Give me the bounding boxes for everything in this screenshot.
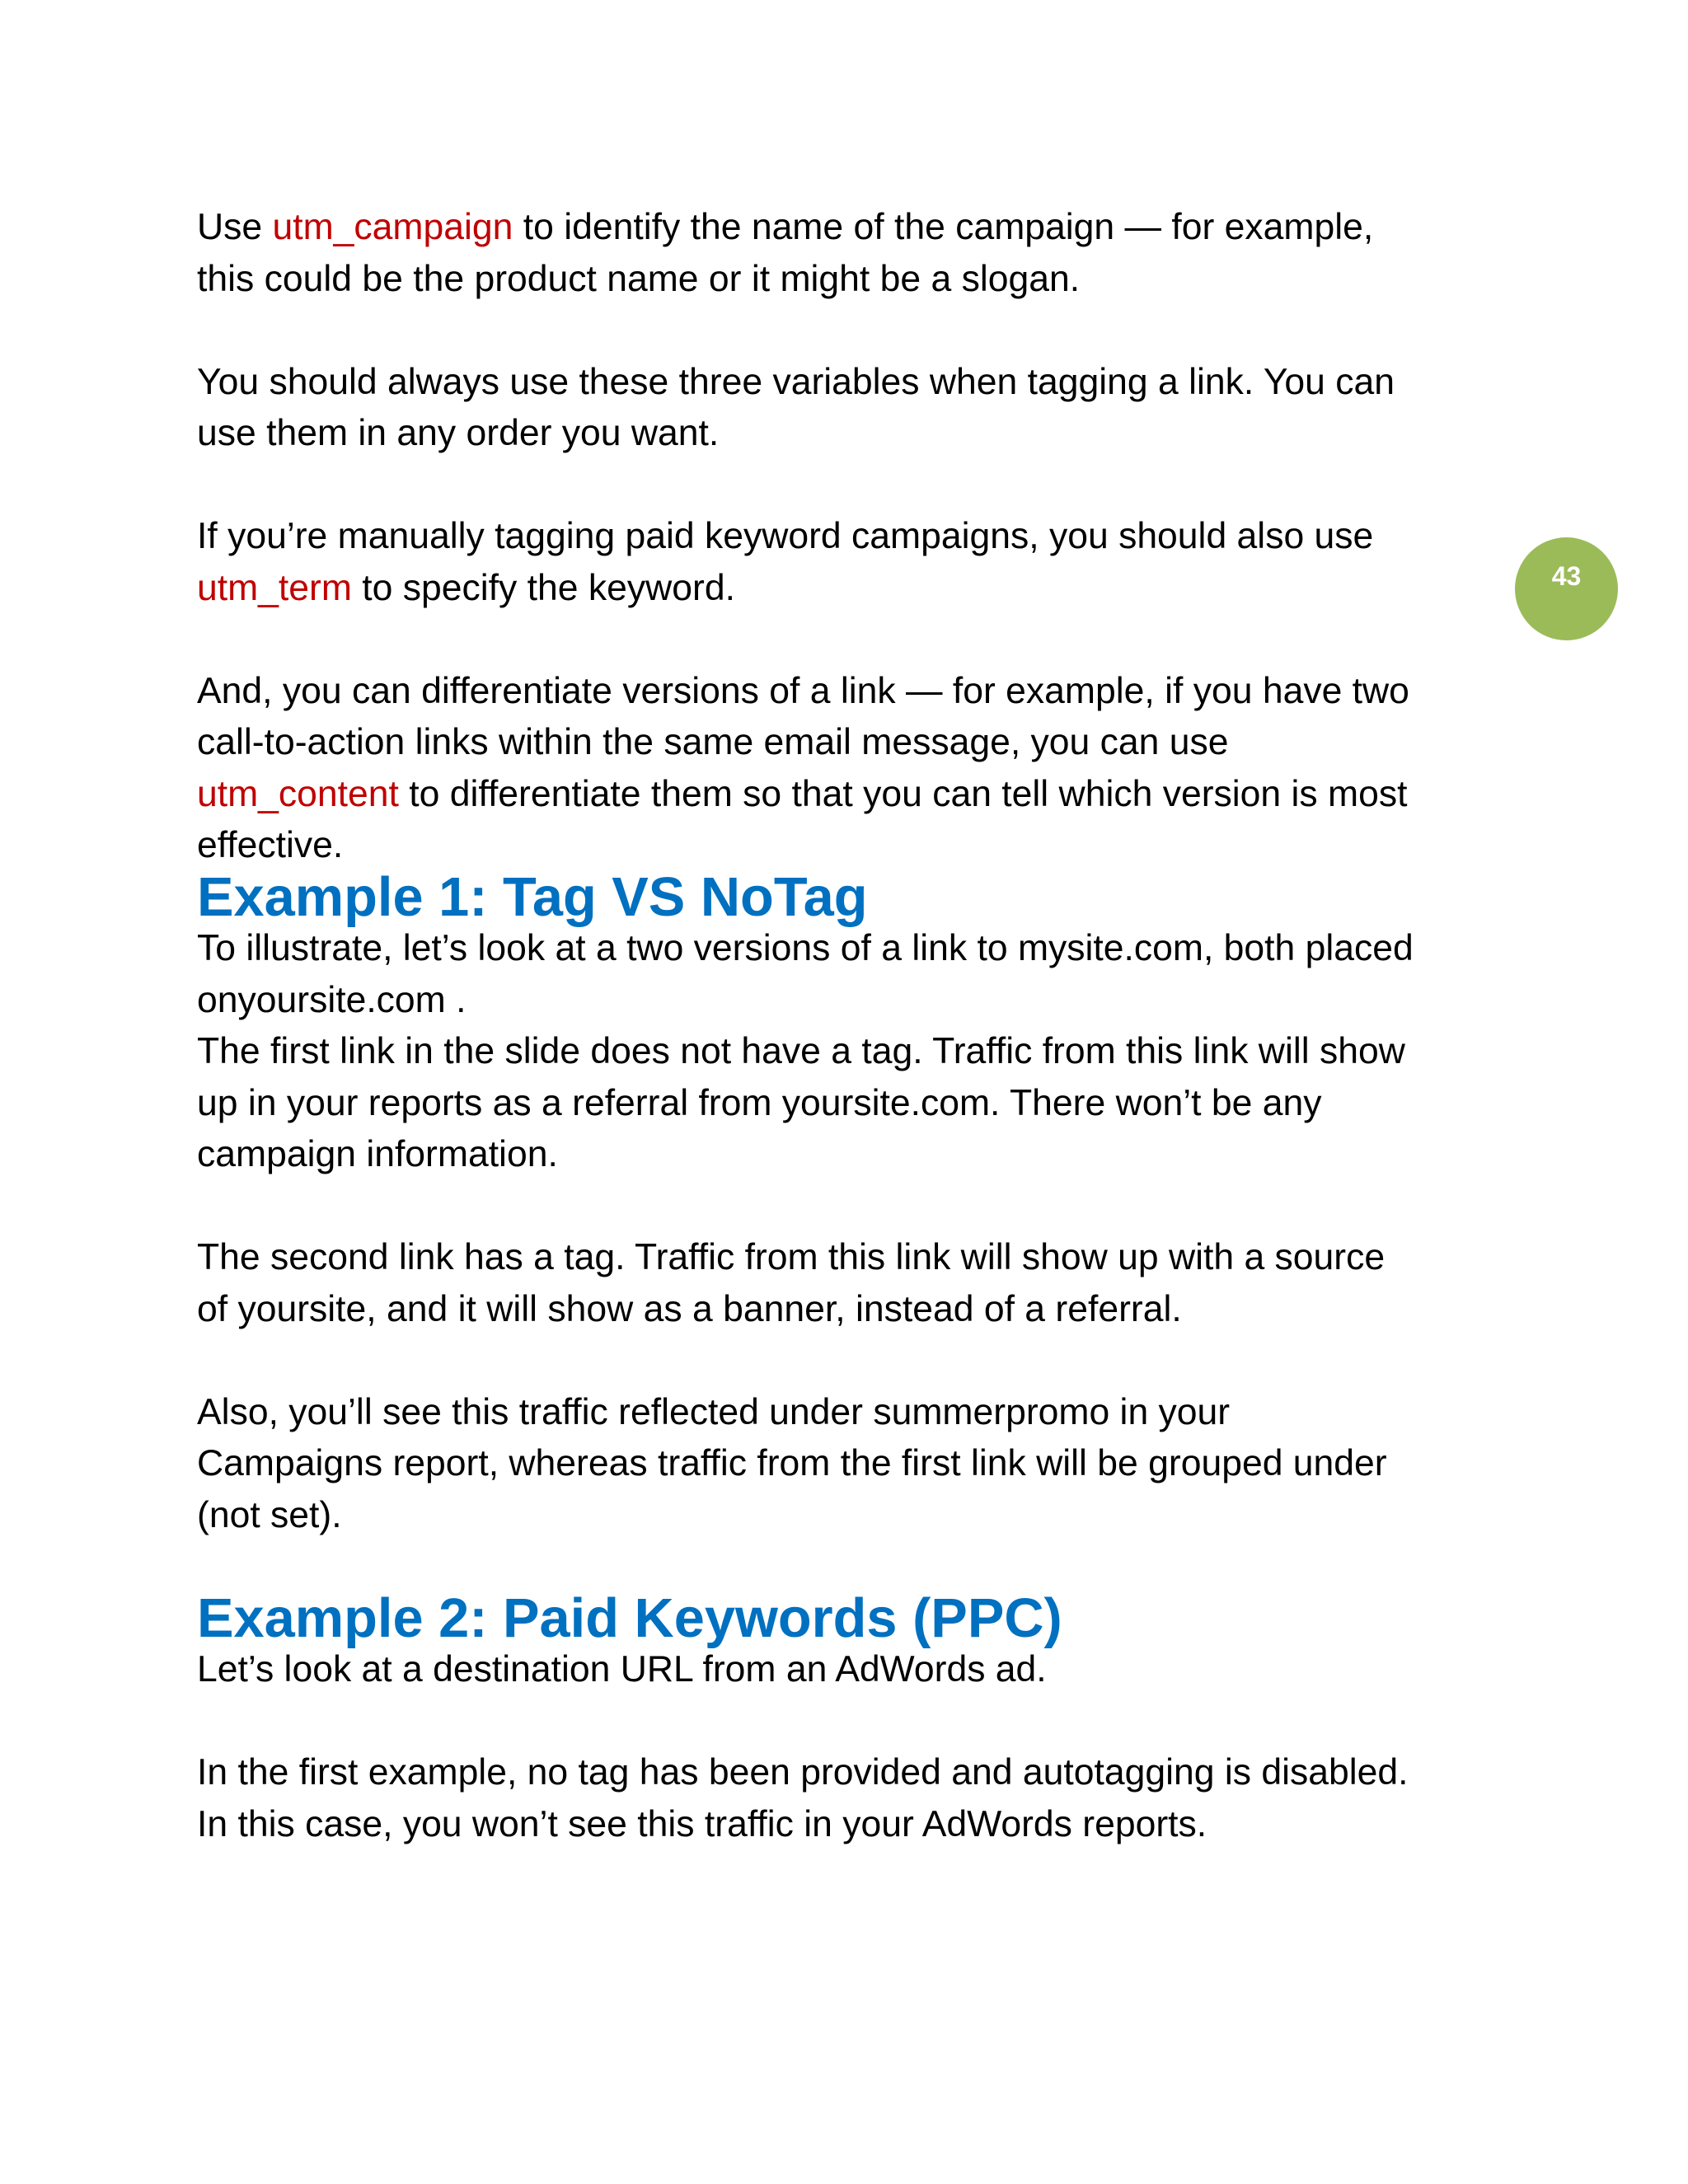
paragraph-first-link: The first link in the slide does not have a tag. Traffic from this link will show up in your reports as a referral from yoursite.com. There won’t be any campaign information. [197,1031,1405,1174]
paragraph-utm-campaign: Use utm_campaign to identify the name of the campaign — for example, this could be the product name or it might be a slogan. [197,207,1374,299]
paragraph-utm-term: If you’re manually tagging paid keyword campaigns, you should also use utm_term to specify the keyword. [197,516,1374,608]
paragraph-three-variables: You should always use these three variables when tagging a link. You can use them in any order you want. [197,361,1395,453]
heading-example-2: Example 2: Paid Keywords (PPC) [197,1587,1062,1649]
document-body [197,202,1491,1850]
heading-example-1: Example 1: Tag VS NoTag [197,866,868,928]
page-number: 43 [1551,561,1582,591]
term-utm-campaign: utm_campaign [272,207,513,247]
paragraph-illustrate: To illustrate, let’s look at a two versions of a link to mysite.com, both placed onyoursite.com . [197,928,1414,1020]
paragraph-destination-url: Let’s look at a destination URL from an AdWords ad. [197,1649,1047,1690]
paragraph-second-link: The second link has a tag. Traffic from this link will show up with a source of yoursite, and it will show as a banner, instead of a referral. [197,1237,1386,1329]
term-utm-term: utm_term [197,567,352,608]
page-number-badge [1515,537,1618,640]
term-utm-content: utm_content [197,773,399,814]
paragraph-utm-content: And, you can differentiate versions of a link — for example, if you have two call-to-action links within the same email message, you can use utm_content to differentiate them so that you can tell which version is most effective. [197,670,1409,865]
paragraph-campaigns-report: Also, you’ll see this traffic reflected under summerpromo in your Campaigns report, whereas traffic from the first link will be grouped under (not set). [197,1391,1387,1535]
paragraph-autotagging: In the first example, no tag has been provided and autotagging is disabled. In this case, you won’t see this traffic in your AdWords reports. [197,1752,1409,1844]
